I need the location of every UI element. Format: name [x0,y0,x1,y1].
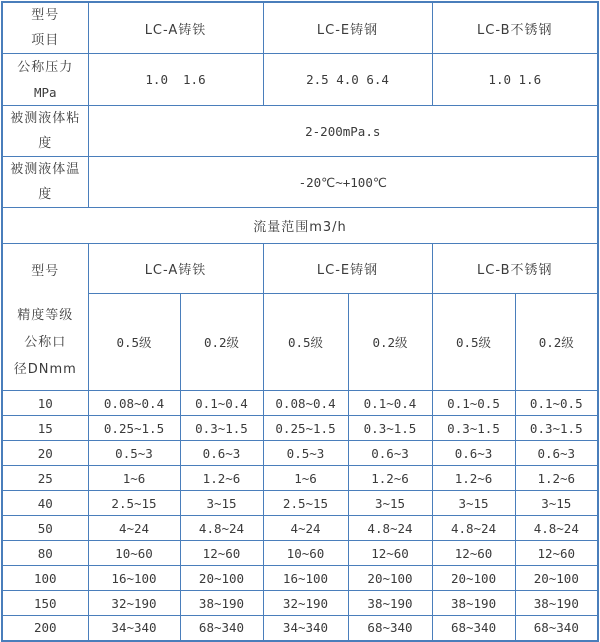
flow-range-cell: 38~190 [515,591,598,616]
flow-range-cell: 4.8~24 [432,516,515,541]
flow-range-cell: 2.5~15 [88,491,180,516]
flow-range-cell: 16~100 [263,566,348,591]
corner2-accuracy-dn-label [3,294,88,390]
table-row [2,566,598,591]
accuracy-class-cell: 0.2级 [515,294,598,391]
flow-range-cell: 0.1~0.5 [515,391,598,416]
pressure-value-lca: 1.0 1.6 [88,54,263,106]
viscosity-row [2,106,598,157]
dn-cell: 100 [2,566,88,591]
dn-cell: 150 [2,591,88,616]
flow-range-cell: 4.8~24 [515,516,598,541]
flow-range-cell: 3~15 [348,491,432,516]
accuracy-class-cell: 0.5级 [432,294,515,391]
pressure-value-lcb: 1.0 1.6 [432,54,598,106]
flow-range-cell: 0.5~3 [88,441,180,466]
flow-range-cell: 32~190 [88,591,180,616]
flow-range-cell: 38~190 [180,591,263,616]
flow-range-cell: 0.25~1.5 [88,416,180,441]
col-header-lcb: LC-B不锈钢 [432,2,598,54]
flow-range-cell: 4.8~24 [180,516,263,541]
flow-range-cell: 4~24 [88,516,180,541]
corner2-line-nominal: 公称口 [24,334,67,350]
flow-range-cell: 12~60 [348,541,432,566]
dn-cell: 10 [2,391,88,416]
flow-range-cell: 0.08~0.4 [88,391,180,416]
flow-range-cell: 68~340 [515,616,598,641]
flow-range-cell: 34~340 [88,616,180,641]
flow-range-cell: 0.08~0.4 [263,391,348,416]
temperature-label-line2: 度 [38,187,53,202]
dn-cell: 20 [2,441,88,466]
flow-range-cell: 68~340 [180,616,263,641]
accuracy-class-row [2,294,598,391]
flow-range-cell: 1.2~6 [432,466,515,491]
flow-range-cell: 0.6~3 [432,441,515,466]
flow-range-cell: 4.8~24 [348,516,432,541]
flow-range-cell: 0.6~3 [180,441,263,466]
corner2-line-accuracy: 精度等级 [17,307,74,323]
viscosity-value: 2-200mPa.s [88,106,598,157]
col-header-lce-2: LC-E铸钢 [263,244,432,294]
accuracy-class-cell: 0.2级 [348,294,432,391]
table-row [2,541,598,566]
temperature-label-line1: 被测液体温 [10,162,81,177]
viscosity-label-line1: 被测液体粘 [10,111,81,126]
corner-line-item: 项目 [31,33,60,48]
flow-range-title: 流量范围m3/h [2,208,598,244]
flow-range-cell: 20~100 [432,566,515,591]
flow-range-cell: 20~100 [515,566,598,591]
viscosity-label-line2: 度 [38,136,53,151]
viscosity-label [2,106,88,157]
table-row [2,491,598,516]
pressure-label-line1: 公称压力 [17,59,74,75]
table-row [2,391,598,416]
flow-range-cell: 10~60 [88,541,180,566]
corner-cell-model-item [2,2,88,54]
table-row [2,616,598,641]
table-row [2,516,598,541]
flow-range-title-row [2,208,598,244]
temperature-label [2,157,88,208]
flow-range-cell: 0.1~0.4 [180,391,263,416]
flow-range-cell: 68~340 [348,616,432,641]
col-header-lcb-2: LC-B不锈钢 [432,244,598,294]
flow-range-cell: 12~60 [515,541,598,566]
table-row [2,416,598,441]
flow-range-cell: 1~6 [263,466,348,491]
flow-range-cell: 0.3~1.5 [515,416,598,441]
dn-cell: 80 [2,541,88,566]
accuracy-class-cell: 0.2级 [180,294,263,391]
dn-rows [2,391,598,641]
corner2-model-label: 型号 [31,263,60,279]
accuracy-class-cell: 0.5级 [263,294,348,391]
flow-range-cell: 1~6 [88,466,180,491]
flow-range-cell: 1.2~6 [348,466,432,491]
flow-range-cell: 0.1~0.4 [348,391,432,416]
flow-range-cell: 0.3~1.5 [432,416,515,441]
flow-range-cell: 0.6~3 [348,441,432,466]
flow-range-cell: 3~15 [432,491,515,516]
dn-cell: 25 [2,466,88,491]
table-row [2,441,598,466]
header-row-models-2 [2,244,598,294]
col-header-lca-2: LC-A铸铁 [88,244,263,294]
dn-cell: 15 [2,416,88,441]
pressure-value-lce: 2.5 4.0 6.4 [263,54,432,106]
flow-range-cell: 20~100 [348,566,432,591]
corner-cell-accuracy-dn [2,244,88,391]
col-header-lca: LC-A铸铁 [88,2,263,54]
accuracy-class-cell: 0.5级 [88,294,180,391]
flow-range-cell: 2.5~15 [263,491,348,516]
flow-range-cell: 0.3~1.5 [348,416,432,441]
flow-range-cell: 12~60 [432,541,515,566]
flow-range-cell: 1.2~6 [180,466,263,491]
temperature-value: -20℃~+100℃ [88,157,598,208]
flow-range-cell: 0.25~1.5 [263,416,348,441]
flow-range-cell: 38~190 [432,591,515,616]
flow-range-cell: 0.6~3 [515,441,598,466]
flow-range-cell: 3~15 [180,491,263,516]
flow-range-cell: 1.2~6 [515,466,598,491]
temperature-row [2,157,598,208]
flow-range-cell: 12~60 [180,541,263,566]
flow-range-cell: 0.3~1.5 [180,416,263,441]
corner-line-model: 型号 [31,8,60,23]
flow-range-cell: 38~190 [348,591,432,616]
flow-range-cell: 4~24 [263,516,348,541]
flow-range-cell: 68~340 [432,616,515,641]
table-row [2,466,598,491]
flow-range-cell: 34~340 [263,616,348,641]
col-header-lce: LC-E铸钢 [263,2,432,54]
flow-range-cell: 3~15 [515,491,598,516]
dn-cell: 50 [2,516,88,541]
pressure-row [2,54,598,106]
corner2-line-dnmm: 径DNmm [13,361,77,377]
flow-range-cell: 10~60 [263,541,348,566]
flow-range-cell: 0.1~0.5 [432,391,515,416]
pressure-label [2,54,88,106]
header-row-models [2,2,598,54]
flow-range-cell: 0.5~3 [263,441,348,466]
spec-table [1,1,599,642]
flow-range-cell: 32~190 [263,591,348,616]
dn-cell: 200 [2,616,88,641]
table-row [2,591,598,616]
flow-range-cell: 16~100 [88,566,180,591]
dn-cell: 40 [2,491,88,516]
flow-range-cell: 20~100 [180,566,263,591]
pressure-label-line2: MPa [33,84,57,100]
